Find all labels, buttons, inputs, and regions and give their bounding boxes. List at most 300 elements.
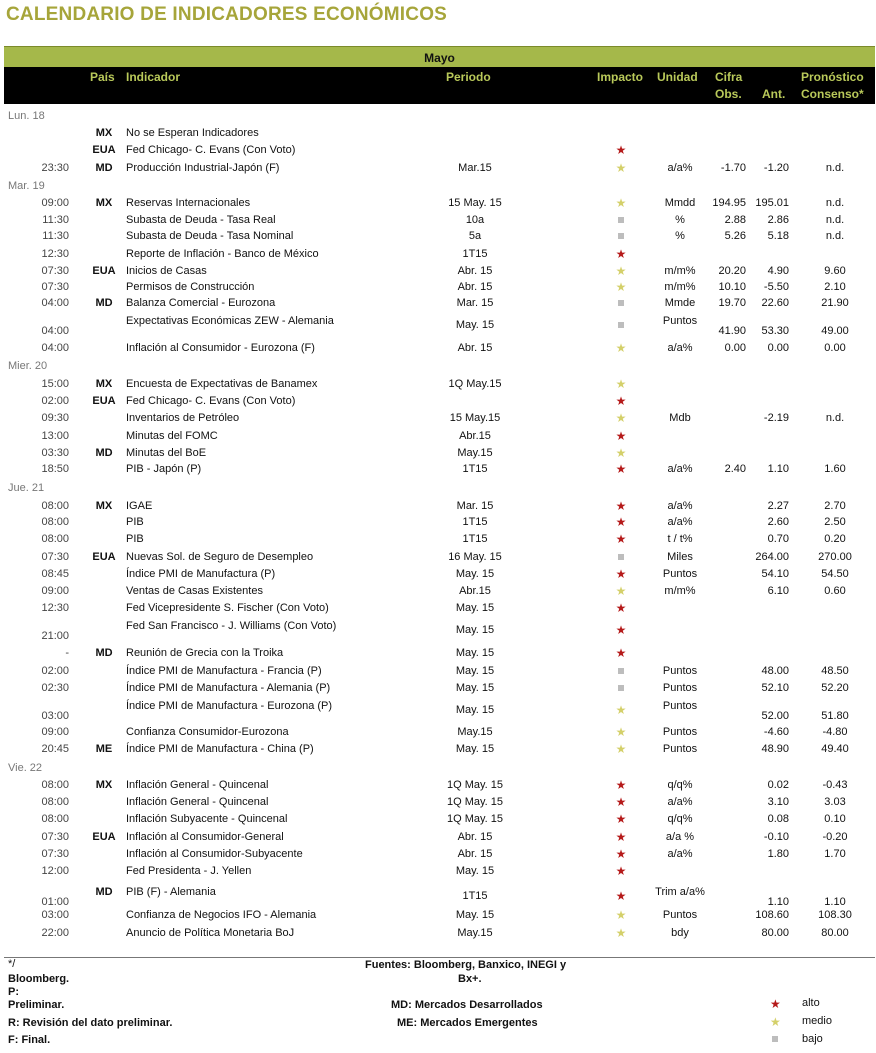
unit-cell: Mmde <box>664 297 696 309</box>
country-cell: MD <box>95 447 113 459</box>
anterior-cell: 5.18 <box>767 230 789 242</box>
cifra-cell: 2.40 <box>724 463 746 475</box>
table-row <box>0 549 876 566</box>
table-row <box>0 846 876 863</box>
time-cell: 20:45 <box>41 743 69 755</box>
table-row <box>0 246 876 263</box>
time-cell: 08:00 <box>41 533 69 545</box>
legend-medio <box>770 1015 860 1029</box>
indicator-cell: Subasta de Deuda - Tasa Nominal <box>126 230 294 242</box>
impact-medium-star-icon: ★ <box>615 377 627 391</box>
indicator-cell: Inventarios de Petróleo <box>126 412 240 424</box>
cifra-cell: 2.88 <box>724 214 746 226</box>
country-cell: MX <box>95 197 113 209</box>
day-label: Mar. 19 <box>8 180 45 192</box>
impact-high-star-icon: ★ <box>615 462 627 476</box>
time-cell: 04:00 <box>41 297 69 309</box>
header-obs: Obs. <box>715 87 742 101</box>
impact-high-star-icon: ★ <box>615 532 627 546</box>
unit-cell: t / t% <box>667 533 693 545</box>
impact-high-star-icon: ★ <box>615 795 627 809</box>
time-cell: 15:00 <box>41 378 69 390</box>
time-cell: 08:00 <box>41 500 69 512</box>
impact-high-star-icon: ★ <box>615 864 627 878</box>
day-header-row <box>0 108 876 125</box>
indicator-cell: Inflación al Consumidor - Eurozona (F) <box>126 342 315 354</box>
unit-cell: a/a% <box>667 848 693 860</box>
consenso-cell: n.d. <box>825 197 845 209</box>
page-title: CALENDARIO DE INDICADORES ECONÓMICOS <box>6 4 448 25</box>
anterior-cell: 80.00 <box>761 927 789 939</box>
country-cell: ME <box>95 743 113 755</box>
consenso-cell: 1.60 <box>824 463 846 475</box>
indicator-cell: PIB (F) - Alemania <box>126 886 216 898</box>
period-cell: May. 15 <box>455 909 495 921</box>
time-cell: 02:00 <box>41 665 69 677</box>
time-cell: 07:30 <box>41 265 69 277</box>
table-row <box>0 863 876 880</box>
cifra-cell: 5.26 <box>724 230 746 242</box>
indicator-cell: Confianza de Negocios IFO - Alemania <box>126 909 317 921</box>
impact-medium-star-icon: ★ <box>615 341 627 355</box>
impact-medium-star-icon: ★ <box>615 446 627 460</box>
consenso-cell: -4.80 <box>822 726 848 738</box>
country-cell: MX <box>95 127 113 139</box>
period-cell: Abr. 15 <box>457 342 493 354</box>
time-cell: 12:30 <box>41 248 69 260</box>
period-cell: 1Q May. 15 <box>446 779 504 791</box>
indicator-cell: Fed Chicago- C. Evans (Con Voto) <box>126 144 296 156</box>
time-cell: 12:00 <box>41 865 69 877</box>
indicator-cell: Inflación Subyacente - Quincenal <box>126 813 288 825</box>
impact-medium-star-icon: ★ <box>615 584 627 598</box>
anterior-cell: 0.70 <box>767 533 789 545</box>
impact-medium-star-icon: ★ <box>615 280 627 294</box>
time-cell: 07:30 <box>41 551 69 563</box>
unit-cell: Puntos <box>662 315 698 327</box>
indicator-cell: Minutas del BoE <box>126 447 207 459</box>
table-row <box>0 698 876 724</box>
indicator-cell: Inflación General - Quincenal <box>126 779 269 791</box>
time-cell: 03:00 <box>41 909 69 921</box>
period-cell: May.15 <box>457 726 493 738</box>
unit-cell: Puntos <box>662 909 698 921</box>
header-consenso: Consenso* <box>801 87 864 101</box>
day-label: Jue. 21 <box>8 482 45 494</box>
anterior-cell: 52.10 <box>761 682 789 694</box>
impact-medium-star-icon: ★ <box>615 703 627 717</box>
period-cell: 1T15 <box>462 890 488 902</box>
anterior-cell: 52.00 <box>761 710 789 722</box>
consenso-cell: n.d. <box>825 412 845 424</box>
time-cell: 07:30 <box>41 831 69 843</box>
indicator-cell: Reservas Internacionales <box>126 197 251 209</box>
table-row <box>0 618 876 644</box>
time-cell: 09:00 <box>41 197 69 209</box>
impact-low-square-icon <box>610 228 632 245</box>
impact-high-star-icon: ★ <box>615 889 627 903</box>
consenso-cell: 9.60 <box>824 265 846 277</box>
table-row <box>0 376 876 393</box>
period-cell: May. 15 <box>455 865 495 877</box>
time-cell: 18:50 <box>41 463 69 475</box>
consenso-cell: n.d. <box>825 162 845 174</box>
footer-final: F: Final. <box>8 1034 51 1046</box>
cifra-cell: 20.20 <box>718 265 746 277</box>
header-indicador: Indicador <box>126 70 181 84</box>
period-cell: Abr.15 <box>459 430 491 442</box>
consenso-cell: 51.80 <box>821 710 849 722</box>
anterior-cell: 3.10 <box>767 796 789 808</box>
unit-cell: q/q% <box>667 813 693 825</box>
unit-cell: Miles <box>667 551 693 563</box>
period-cell: May. 15 <box>455 568 495 580</box>
unit-cell: % <box>675 230 685 242</box>
time-cell: - <box>65 647 69 659</box>
indicator-cell: Inflación al Consumidor-General <box>126 831 284 843</box>
time-cell: 13:00 <box>41 430 69 442</box>
period-cell: May. 15 <box>455 647 495 659</box>
impact-medium-star-icon: ★ <box>615 264 627 278</box>
consenso-cell: 2.50 <box>824 516 846 528</box>
month-label: Mayo <box>424 51 455 65</box>
time-cell: 03:30 <box>41 447 69 459</box>
period-cell: 1Q May. 15 <box>446 813 504 825</box>
anterior-cell: -2.19 <box>763 412 789 424</box>
consenso-cell: 270.00 <box>818 551 852 563</box>
star-yellow-icon: ★ <box>770 1015 781 1029</box>
period-cell: 10a <box>465 214 485 226</box>
table-row <box>0 680 876 697</box>
period-cell: 1T15 <box>462 248 488 260</box>
anterior-cell: -0.10 <box>763 831 789 843</box>
day-label: Lun. 18 <box>8 110 45 122</box>
unit-cell: Puntos <box>662 568 698 580</box>
impact-medium-star-icon: ★ <box>615 742 627 756</box>
unit-cell: m/m% <box>664 585 696 597</box>
period-cell: 15 May.15 <box>449 412 501 424</box>
consenso-cell: 80.00 <box>821 927 849 939</box>
anterior-cell: 264.00 <box>755 551 789 563</box>
indicator-cell: Expectativas Económicas ZEW - Alemania <box>126 315 334 327</box>
unit-cell: a/a% <box>667 162 693 174</box>
table-row <box>0 410 876 427</box>
footer-preliminar: Preliminar. <box>8 999 65 1011</box>
consenso-cell: -0.20 <box>822 831 848 843</box>
country-cell: MD <box>95 886 113 898</box>
time-cell: 11:30 <box>42 230 69 242</box>
indicator-cell: Permisos de Construcción <box>126 281 255 293</box>
impact-medium-star-icon: ★ <box>615 161 627 175</box>
time-cell: 12:30 <box>41 602 69 614</box>
indicator-cell: Anuncio de Política Monetaria BoJ <box>126 927 295 939</box>
consenso-cell: 49.00 <box>821 325 849 337</box>
table-row <box>0 212 876 229</box>
indicator-cell: Subasta de Deuda - Tasa Real <box>126 214 276 226</box>
table-row <box>0 498 876 515</box>
period-cell: Abr. 15 <box>457 831 493 843</box>
indicator-cell: Fed Presidenta - J. Yellen <box>126 865 252 877</box>
impact-high-star-icon: ★ <box>615 143 627 157</box>
time-cell: 08:00 <box>41 779 69 791</box>
indicator-cell: Índice PMI de Manufactura - Eurozona (P) <box>126 700 333 712</box>
legend-medio-label: medio <box>802 1015 832 1027</box>
footer-fuentes-cont: Bx+. <box>458 973 482 985</box>
table-row <box>0 663 876 680</box>
indicator-cell: Fed Chicago- C. Evans (Con Voto) <box>126 395 296 407</box>
impact-high-star-icon: ★ <box>615 601 627 615</box>
table-row <box>0 142 876 159</box>
country-cell: EUA <box>92 265 116 277</box>
table-row <box>0 295 876 312</box>
star-red-icon: ★ <box>770 997 781 1011</box>
consenso-cell: 0.10 <box>824 813 846 825</box>
period-cell: Mar. 15 <box>456 297 494 309</box>
unit-cell: Mdb <box>669 412 691 424</box>
table-row <box>0 263 876 280</box>
unit-cell: q/q% <box>667 779 693 791</box>
indicator-cell: Índice PMI de Manufactura - Francia (P) <box>126 665 322 677</box>
legend-bajo-label: bajo <box>802 1033 823 1045</box>
consenso-cell: 1.10 <box>824 896 846 908</box>
indicator-cell: Índice PMI de Manufactura - China (P) <box>126 743 314 755</box>
table-row <box>0 794 876 811</box>
unit-cell: Puntos <box>662 700 698 712</box>
period-cell: Abr. 15 <box>457 265 493 277</box>
time-cell: 02:30 <box>41 682 69 694</box>
impact-high-star-icon: ★ <box>615 778 627 792</box>
time-cell: 02:00 <box>41 395 69 407</box>
impact-high-star-icon: ★ <box>615 847 627 861</box>
impact-low-square-icon <box>610 212 632 229</box>
indicator-cell: PIB <box>126 533 144 545</box>
footer-note-mark: */ <box>8 958 16 970</box>
indicator-cell: Índice PMI de Manufactura (P) <box>126 568 276 580</box>
day-label: Vie. 22 <box>8 762 43 774</box>
time-cell: 09:00 <box>41 726 69 738</box>
table-row <box>0 741 876 758</box>
impact-high-star-icon: ★ <box>615 830 627 844</box>
unit-cell: Puntos <box>662 743 698 755</box>
impact-high-star-icon: ★ <box>615 515 627 529</box>
anterior-cell: 195.01 <box>755 197 789 209</box>
unit-cell: a/a% <box>667 500 693 512</box>
indicator-cell: Nuevas Sol. de Seguro de Desempleo <box>126 551 314 563</box>
time-cell: 23:30 <box>41 162 69 174</box>
anterior-cell: 1.80 <box>767 848 789 860</box>
period-cell: Abr. 15 <box>457 848 493 860</box>
indicator-cell: Índice PMI de Manufactura - Alemania (P) <box>126 682 331 694</box>
time-cell: 03:00 <box>41 710 69 722</box>
consenso-cell: n.d. <box>825 214 845 226</box>
impact-low-square-icon <box>610 295 632 312</box>
impact-high-star-icon: ★ <box>615 394 627 408</box>
cifra-cell: 0.00 <box>724 342 746 354</box>
unit-cell: Puntos <box>662 665 698 677</box>
day-header-row <box>0 358 876 375</box>
table-row <box>0 195 876 212</box>
table-row <box>0 313 876 339</box>
impact-medium-star-icon: ★ <box>615 908 627 922</box>
indicator-cell: IGAE <box>126 500 153 512</box>
unit-cell: a/a % <box>665 831 695 843</box>
anterior-cell: 2.86 <box>767 214 789 226</box>
header-periodo: Periodo <box>446 70 491 84</box>
consenso-cell: -0.43 <box>822 779 848 791</box>
consenso-cell: 108.30 <box>818 909 852 921</box>
table-row <box>0 925 876 942</box>
indicator-cell: Ventas de Casas Existentes <box>126 585 263 597</box>
day-label: Mier. 20 <box>8 360 48 372</box>
country-cell: MX <box>95 779 113 791</box>
table-row <box>0 907 876 924</box>
period-cell: 16 May. 15 <box>448 551 502 563</box>
indicator-cell: Reporte de Inflación - Banco de México <box>126 248 319 260</box>
period-cell: May.15 <box>457 447 493 459</box>
anterior-cell: 53.30 <box>761 325 789 337</box>
impact-high-star-icon: ★ <box>615 499 627 513</box>
table-row <box>0 829 876 846</box>
unit-cell: a/a% <box>667 463 693 475</box>
table-row <box>0 811 876 828</box>
impact-medium-star-icon: ★ <box>615 411 627 425</box>
anterior-cell: 0.02 <box>767 779 789 791</box>
period-cell: 15 May. 15 <box>448 197 502 209</box>
period-cell: May. 15 <box>455 602 495 614</box>
day-header-row <box>0 760 876 777</box>
legend-alto <box>770 997 860 1011</box>
impact-medium-star-icon: ★ <box>615 196 627 210</box>
table-row <box>0 279 876 296</box>
cifra-cell: 41.90 <box>718 325 746 337</box>
time-cell: 07:30 <box>41 848 69 860</box>
impact-low-square-icon <box>610 663 632 680</box>
anterior-cell: 1.10 <box>767 463 789 475</box>
period-cell: May. 15 <box>455 665 495 677</box>
period-cell: Abr.15 <box>459 585 491 597</box>
table-row <box>0 340 876 357</box>
footer-divider <box>4 957 875 958</box>
table-row <box>0 531 876 548</box>
country-cell: MD <box>95 297 113 309</box>
country-cell: EUA <box>92 144 116 156</box>
unit-cell: Puntos <box>662 726 698 738</box>
consenso-cell: 0.00 <box>824 342 846 354</box>
unit-cell: a/a% <box>667 516 693 528</box>
period-cell: May. 15 <box>455 743 495 755</box>
impact-medium-star-icon: ★ <box>615 725 627 739</box>
period-cell: 1T15 <box>462 463 488 475</box>
time-cell: 21:00 <box>41 630 69 642</box>
cifra-cell: 10.10 <box>718 281 746 293</box>
period-cell: Mar.15 <box>458 162 492 174</box>
footer-md: MD: Mercados Desarrollados <box>391 999 543 1011</box>
footer-p-label: P: <box>8 986 19 998</box>
time-cell: 11:30 <box>42 214 69 226</box>
time-cell: 08:45 <box>41 568 69 580</box>
impact-low-square-icon <box>610 549 632 566</box>
period-cell: 1T15 <box>462 516 488 528</box>
time-cell: 08:00 <box>41 516 69 528</box>
unit-cell: a/a% <box>667 796 693 808</box>
indicator-cell: Producción Industrial-Japón (F) <box>126 162 280 174</box>
consenso-cell: 48.50 <box>821 665 849 677</box>
consenso-cell: 2.10 <box>824 281 846 293</box>
country-cell: MD <box>95 162 113 174</box>
anterior-cell: 1.10 <box>767 896 789 908</box>
period-cell: May. 15 <box>455 319 495 331</box>
indicator-cell: Confianza Consumidor-Eurozona <box>126 726 289 738</box>
time-cell: 04:00 <box>41 325 69 337</box>
period-cell: May.15 <box>457 927 493 939</box>
indicator-cell: Inflación al Consumidor-Subyacente <box>126 848 303 860</box>
time-cell: 04:00 <box>41 342 69 354</box>
anterior-cell: 4.90 <box>767 265 789 277</box>
country-cell: MX <box>95 500 113 512</box>
unit-cell: a/a% <box>667 342 693 354</box>
indicator-cell: PIB <box>126 516 144 528</box>
legend-alto-label: alto <box>802 997 820 1009</box>
country-cell: EUA <box>92 831 116 843</box>
table-row <box>0 514 876 531</box>
country-cell: MD <box>95 647 113 659</box>
footer-bloomberg: Bloomberg. <box>8 973 70 985</box>
anterior-cell: 54.10 <box>761 568 789 580</box>
anterior-cell: 48.00 <box>761 665 789 677</box>
country-cell: EUA <box>92 395 116 407</box>
anterior-cell: -1.20 <box>763 162 789 174</box>
unit-cell: m/m% <box>664 265 696 277</box>
period-cell: 1Q May. 15 <box>446 796 504 808</box>
anterior-cell: 0.08 <box>767 813 789 825</box>
impact-high-star-icon: ★ <box>615 247 627 261</box>
time-cell: 09:30 <box>41 412 69 424</box>
period-cell: 1T15 <box>462 533 488 545</box>
time-cell: 08:00 <box>41 813 69 825</box>
table-row <box>0 428 876 445</box>
consenso-cell: 49.40 <box>821 743 849 755</box>
anterior-cell: 2.27 <box>767 500 789 512</box>
indicator-cell: Encuesta de Expectativas de Banamex <box>126 378 318 390</box>
indicator-cell: PIB - Japón (P) <box>126 463 202 475</box>
period-cell: 1Q May.15 <box>448 378 502 390</box>
unit-cell: Mmdd <box>664 197 696 209</box>
country-cell: EUA <box>92 551 116 563</box>
anterior-cell: 22.60 <box>761 297 789 309</box>
period-cell: May. 15 <box>455 704 495 716</box>
unit-cell: Trim a/a% <box>655 886 705 898</box>
table-row <box>0 583 876 600</box>
table-row <box>0 461 876 478</box>
anterior-cell: -4.60 <box>763 726 789 738</box>
impact-high-star-icon: ★ <box>615 567 627 581</box>
square-gray-icon <box>772 1036 778 1042</box>
period-cell: May. 15 <box>455 682 495 694</box>
unit-cell: % <box>675 214 685 226</box>
consenso-cell: 0.60 <box>824 585 846 597</box>
legend-bajo <box>770 1033 860 1045</box>
indicator-cell: No se Esperan Indicadores <box>126 127 259 139</box>
header-impacto: Impacto <box>597 70 644 84</box>
anterior-cell: -5.50 <box>763 281 789 293</box>
header-cifra: Cifra <box>715 70 743 84</box>
table-row <box>0 600 876 617</box>
consenso-cell: 2.70 <box>824 500 846 512</box>
table-row <box>0 393 876 410</box>
footer-revision: R: Revisión del dato preliminar. <box>8 1017 173 1029</box>
header-ant: Ant. <box>762 87 786 101</box>
impact-high-star-icon: ★ <box>615 646 627 660</box>
